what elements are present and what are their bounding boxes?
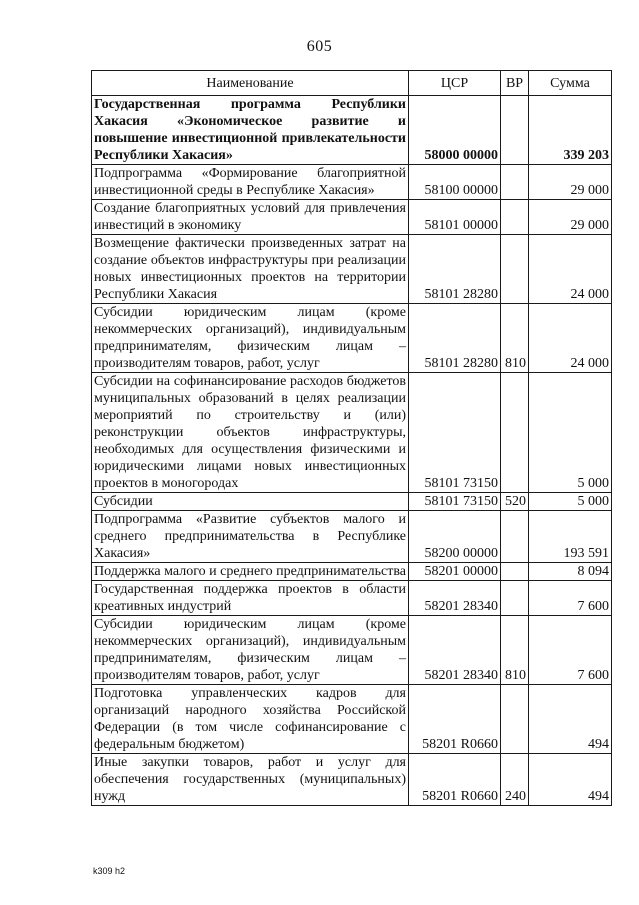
sum-cell: 193 591 [529, 511, 612, 563]
csr-cell: 58201 00000 [409, 563, 501, 581]
header-name: Наименование [92, 71, 409, 96]
table-row [92, 581, 612, 616]
csr-cell: 58200 00000 [409, 511, 501, 563]
vr-cell: 520 [501, 493, 529, 511]
name-cell: Возмещение фактически произведенных затрат на создание объектов инфраструктуры при реализации новых инвестиционных проектов на территории Республики Хакасия [92, 235, 409, 304]
name-cell: Субсидии юридическим лицам (кроме некоммерческих организаций), индивидуальным предпринимателям, физическим лицам – производителям товаров, работ, услуг [92, 304, 409, 373]
sum-cell: 7 600 [529, 581, 612, 616]
name-cell: Субсидии на софинансирование расходов бюджетов муниципальных образований в целях реализации мероприятий по строительству и (или) реконструкции объектов инфраструктуры, необходимых для осуществления физическими и юридическими лицами новых инвестиционных проектов в моногородах [92, 373, 409, 493]
table-row [92, 165, 612, 200]
budget-table [91, 70, 612, 806]
name-cell: Поддержка малого и среднего предпринимательства [92, 563, 409, 581]
table-row [92, 563, 612, 581]
header-csr: ЦСР [409, 71, 501, 96]
sum-cell: 8 094 [529, 563, 612, 581]
csr-cell: 58100 00000 [409, 165, 501, 200]
sum-cell: 24 000 [529, 235, 612, 304]
name-cell: Подпрограмма «Формирование благоприятной инвестиционной среды в Республике Хакасия» [92, 165, 409, 200]
vr-cell [501, 581, 529, 616]
csr-cell: 58101 73150 [409, 373, 501, 493]
name-cell: Государственная программа Республики Хакасия «Экономическое развитие и повышение инвестиционной привлекательности Республики Хакасия» [92, 96, 409, 165]
sum-cell: 5 000 [529, 373, 612, 493]
sum-cell: 5 000 [529, 493, 612, 511]
csr-cell: 58000 00000 [409, 96, 501, 165]
sum-cell: 29 000 [529, 200, 612, 235]
csr-cell: 58201 28340 [409, 581, 501, 616]
name-cell: Подпрограмма «Развитие субъектов малого и среднего предпринимательства в Республике Хакасия» [92, 511, 409, 563]
table-row [92, 373, 612, 493]
page-number: 605 [306, 38, 333, 55]
csr-cell: 58201 R0660 [409, 685, 501, 754]
name-cell: Субсидии юридическим лицам (кроме некоммерческих организаций), индивидуальным предпринимателям, физическим лицам – производителям товаров, работ, услуг [92, 616, 409, 685]
csr-cell: 58201 R0660 [409, 754, 501, 806]
vr-cell [501, 563, 529, 581]
vr-cell [501, 685, 529, 754]
vr-cell: 810 [501, 304, 529, 373]
vr-cell [501, 235, 529, 304]
sum-cell: 339 203 [529, 96, 612, 165]
csr-cell: 58101 28280 [409, 235, 501, 304]
csr-cell: 58101 00000 [409, 200, 501, 235]
vr-cell [501, 511, 529, 563]
vr-cell [501, 200, 529, 235]
name-cell: Субсидии [92, 493, 409, 511]
table-row [92, 96, 612, 165]
csr-cell: 58101 28280 [409, 304, 501, 373]
table-row [92, 685, 612, 754]
table-row [92, 754, 612, 806]
sum-cell: 494 [529, 685, 612, 754]
vr-cell [501, 373, 529, 493]
header-sum: Сумма [529, 71, 612, 96]
budget-table-body [92, 96, 612, 806]
name-cell: Государственная поддержка проектов в области креативных индустрий [92, 581, 409, 616]
vr-cell: 810 [501, 616, 529, 685]
table-row [92, 200, 612, 235]
table-row [92, 235, 612, 304]
csr-cell: 58101 73150 [409, 493, 501, 511]
name-cell: Подготовка управленческих кадров для организаций народного хозяйства Российской Федерации (в том числе софинансирование с федеральным бюджетом) [92, 685, 409, 754]
name-cell: Иные закупки товаров, работ и услуг для обеспечения государственных (муниципальных) нужд [92, 754, 409, 806]
table-row [92, 616, 612, 685]
vr-cell [501, 96, 529, 165]
table-row [92, 511, 612, 563]
csr-cell: 58201 28340 [409, 616, 501, 685]
vr-cell [501, 165, 529, 200]
name-cell: Создание благоприятных условий для привлечения инвестиций в экономику [92, 200, 409, 235]
sum-cell: 494 [529, 754, 612, 806]
sum-cell: 24 000 [529, 304, 612, 373]
footer-code: k309 h2 [93, 866, 126, 876]
vr-cell: 240 [501, 754, 529, 806]
sum-cell: 7 600 [529, 616, 612, 685]
header-vr: ВР [501, 71, 529, 96]
table-header-row [92, 71, 612, 96]
table-row [92, 304, 612, 373]
sum-cell: 29 000 [529, 165, 612, 200]
table-row [92, 493, 612, 511]
